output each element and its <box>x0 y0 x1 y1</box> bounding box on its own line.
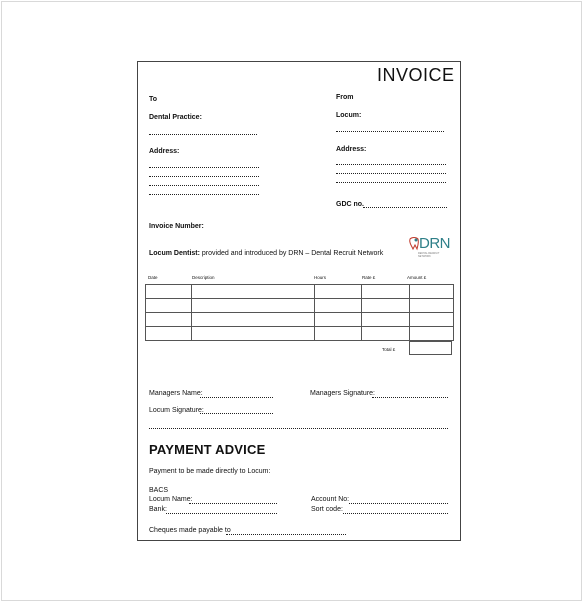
table-cell[interactable] <box>192 313 315 327</box>
account-no-field[interactable] <box>349 503 448 504</box>
to-address-line-1[interactable] <box>149 167 259 168</box>
table-cell[interactable] <box>146 327 192 341</box>
locum-label: Locum: <box>336 112 362 119</box>
col-date: Date <box>148 275 158 280</box>
from-address-line-3[interactable] <box>336 182 446 183</box>
managers-name-label: Managers Name: <box>149 390 203 397</box>
payment-instruction: Payment to be made directly to Locum: <box>149 468 271 475</box>
from-address-label: Address: <box>336 146 367 153</box>
locum-signature-field[interactable] <box>200 413 273 414</box>
total-field[interactable] <box>409 341 452 355</box>
to-address-line-2[interactable] <box>149 176 259 177</box>
table-cell[interactable] <box>315 285 362 299</box>
table-row <box>146 313 454 327</box>
col-hours: Hours <box>314 275 327 280</box>
locum-dentist-label: Locum Dentist: <box>149 250 200 257</box>
table-cell[interactable] <box>192 285 315 299</box>
logo-text: DRN <box>419 235 450 252</box>
gdc-field[interactable] <box>363 207 447 208</box>
table-row <box>146 285 454 299</box>
cheques-payee-field[interactable] <box>226 534 346 535</box>
table-cell[interactable] <box>410 327 454 341</box>
managers-name-field[interactable] <box>200 397 273 398</box>
table-cell[interactable] <box>315 313 362 327</box>
account-no-label: Account No: <box>311 496 350 503</box>
total-label: Total £ <box>382 347 396 352</box>
from-label: From <box>336 94 354 101</box>
invoice-number-label: Invoice Number: <box>149 223 204 230</box>
table-cell[interactable] <box>315 327 362 341</box>
locum-name-field[interactable] <box>189 503 277 504</box>
bank-label: Bank: <box>149 506 167 513</box>
invoice-table <box>145 284 454 341</box>
locum-field[interactable] <box>336 131 444 132</box>
table-row <box>146 299 454 313</box>
bacs-label: BACS <box>149 487 169 494</box>
table-cell[interactable] <box>192 327 315 341</box>
col-amount: Amount £ <box>407 275 427 280</box>
table-cell[interactable] <box>146 285 192 299</box>
invoice-title: INVOICE <box>377 65 455 85</box>
locum-dentist-description: provided and introduced by DRN – Dental Recruit Network <box>199 250 384 257</box>
gdc-label: GDC no. <box>336 201 364 208</box>
from-address-line-1[interactable] <box>336 164 446 165</box>
to-address-line-3[interactable] <box>149 185 259 186</box>
to-label: To <box>149 96 158 103</box>
bank-field[interactable] <box>166 513 277 514</box>
table-row <box>146 327 454 341</box>
table-cell[interactable] <box>410 313 454 327</box>
table-cell[interactable] <box>410 285 454 299</box>
cheques-label: Cheques made payable to <box>149 527 231 534</box>
table-cell[interactable] <box>362 327 410 341</box>
table-cell[interactable] <box>315 299 362 313</box>
table-cell[interactable] <box>146 299 192 313</box>
managers-signature-field[interactable] <box>372 397 448 398</box>
logo-subtitle: DENTAL RECRUIT NETWORK <box>418 252 440 258</box>
col-description: Description <box>192 275 215 280</box>
table-cell[interactable] <box>146 313 192 327</box>
locum-dentist-line <box>149 250 383 257</box>
sort-code-field[interactable] <box>343 513 448 514</box>
table-cell[interactable] <box>362 313 410 327</box>
table-cell[interactable] <box>362 299 410 313</box>
payment-advice-heading: PAYMENT ADVICE <box>149 442 266 457</box>
divider <box>149 428 448 429</box>
dental-practice-field[interactable] <box>149 134 257 135</box>
col-rate: Rate £ <box>362 275 376 280</box>
to-address-line-4[interactable] <box>149 194 259 195</box>
from-address-line-2[interactable] <box>336 173 446 174</box>
dental-practice-label: Dental Practice: <box>149 114 202 121</box>
locum-name-label: Locum Name: <box>149 496 193 503</box>
drn-logo <box>408 234 452 258</box>
table-cell[interactable] <box>410 299 454 313</box>
to-address-label: Address: <box>149 148 180 155</box>
table-cell[interactable] <box>192 299 315 313</box>
sort-code-label: Sort code: <box>311 506 343 513</box>
table-cell[interactable] <box>362 285 410 299</box>
invoice-sheet <box>137 61 461 541</box>
locum-signature-label: Locum Signature: <box>149 407 204 414</box>
managers-signature-label: Managers Signature: <box>310 390 375 397</box>
